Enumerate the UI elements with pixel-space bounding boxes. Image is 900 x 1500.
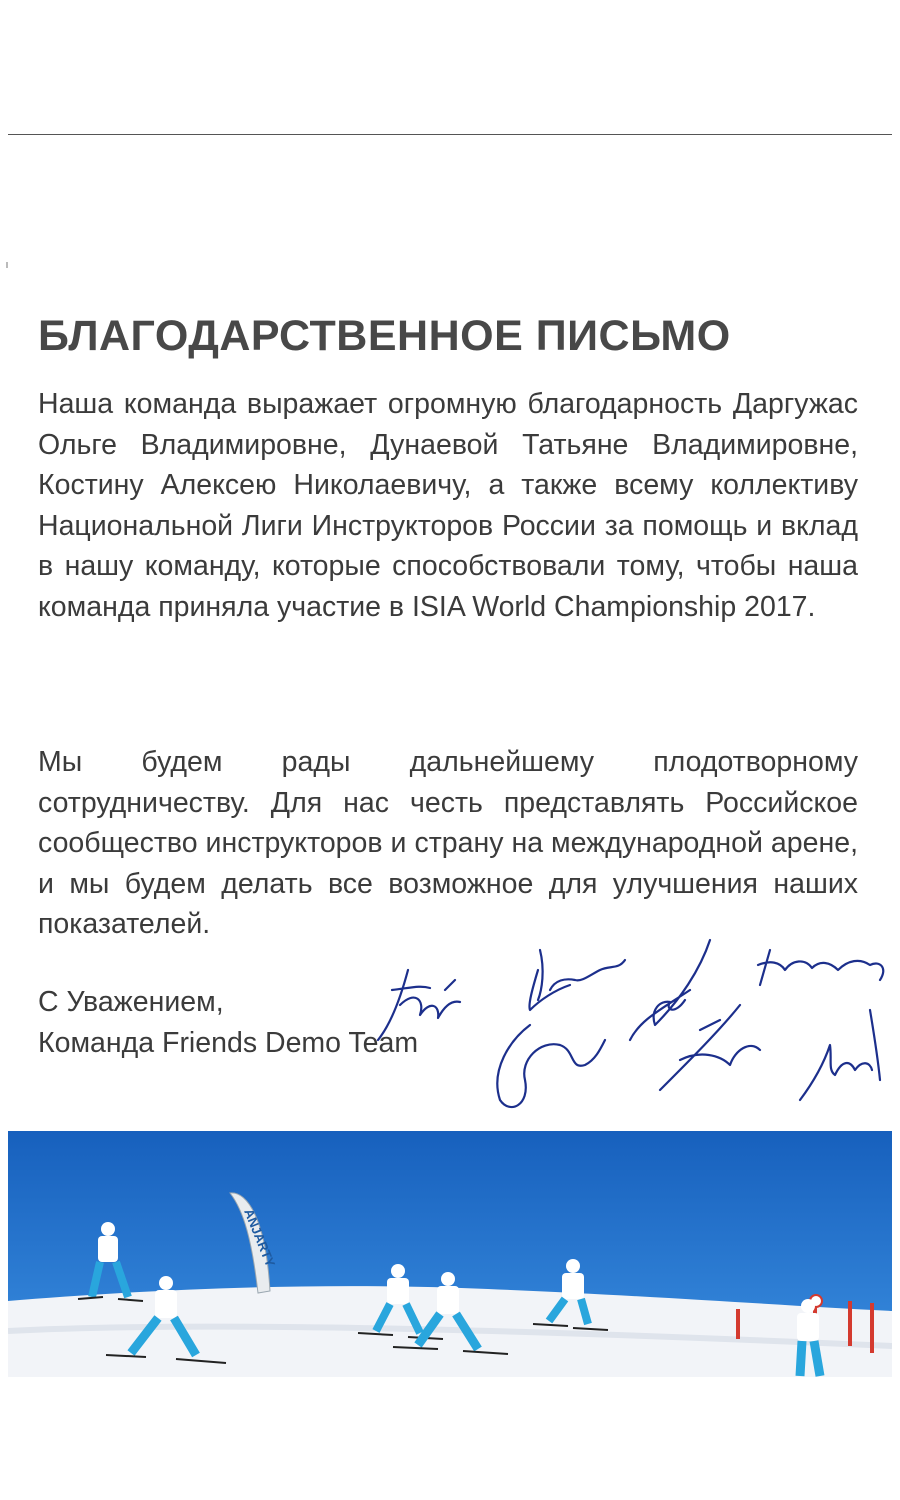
signature-2	[529, 950, 625, 1010]
signature-4	[758, 950, 883, 985]
closing-regards: С Уважением,	[38, 986, 224, 1018]
signature-5	[497, 1025, 605, 1107]
top-divider	[8, 134, 892, 135]
signature-3	[630, 940, 710, 1040]
team-photo	[8, 1131, 892, 1377]
signature-6	[660, 1005, 760, 1090]
closing-team-name: Команда Friends Demo Team	[38, 1026, 419, 1059]
letter-paragraph-1: Наша команда выражает огромную благодарность Даргужас Ольге Владимировне, Дунаевой Татьяне Владимировне, Костину Алексею Николаевичу, а также всему коллективу Национальной Лиги Инструкторов России за помощь и вклад в нашу команду, которые способствовали тому, чтобы наша команда приняла участие в ISIA World Championship 2017.	[38, 388, 858, 623]
signatures	[360, 930, 900, 1130]
scan-artifact	[6, 262, 8, 268]
letter-title: БЛАГОДАРСТВЕННОЕ ПИСЬМО	[38, 312, 731, 360]
letter-paragraph-2: Мы будем рады дальнейшему плодотворному сотрудничеству. Для нас честь представлять Российское сообщество инструкторов и страну на международной арене, и мы будем делать все возможное для улучшения наших показателей.	[38, 746, 858, 940]
promo-flag-text: ANJARTY	[241, 1206, 279, 1270]
signature-1	[378, 970, 460, 1040]
signature-7	[800, 1010, 880, 1100]
